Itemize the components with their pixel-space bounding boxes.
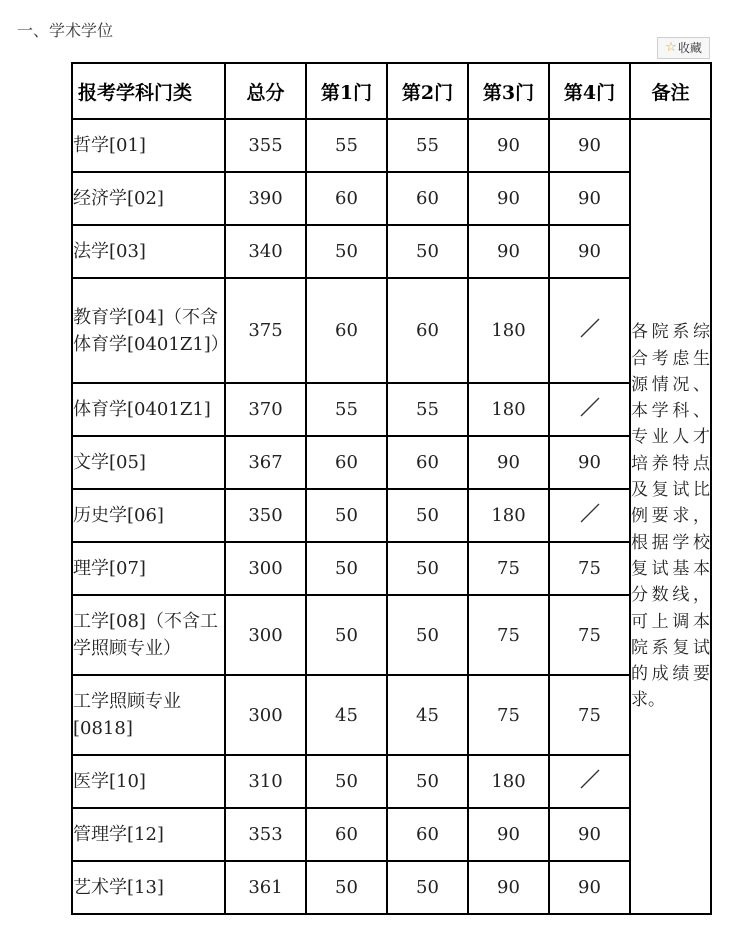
course-2-score-cell: 60 [387, 278, 468, 383]
course-1-score-cell: 50 [306, 225, 387, 278]
subject-cell: 文学[05] [72, 436, 225, 489]
course-1-score-cell: 60 [306, 278, 387, 383]
table-row [72, 119, 711, 172]
course-2-score-cell: 45 [387, 675, 468, 755]
course-1-score-cell: 50 [306, 755, 387, 808]
slash-mark [579, 502, 601, 529]
star-icon: ☆ [665, 40, 677, 55]
slash-mark [579, 396, 601, 423]
total-score-cell: 300 [225, 595, 306, 675]
course-2-score-cell: 50 [387, 489, 468, 542]
course-2-score-cell: 50 [387, 225, 468, 278]
not-applicable-cell [549, 278, 630, 383]
course-3-score-cell: 90 [468, 225, 549, 278]
header-course-3: 第3门 [468, 63, 549, 119]
course-4-score-cell: 75 [549, 675, 630, 755]
favorite-button[interactable] [657, 37, 710, 59]
course-1-score-cell: 60 [306, 172, 387, 225]
course-2-score-cell: 60 [387, 808, 468, 861]
course-3-score-cell: 180 [468, 278, 549, 383]
course-1-score-cell: 50 [306, 595, 387, 675]
course-1-score-cell: 45 [306, 675, 387, 755]
total-score-cell: 367 [225, 436, 306, 489]
subject-cell: 体育学[0401Z1] [72, 383, 225, 436]
table-row [72, 755, 711, 808]
table-row [72, 595, 711, 675]
course-4-score-cell: 90 [549, 119, 630, 172]
table-header-row [72, 63, 711, 119]
course-1-score-cell: 55 [306, 383, 387, 436]
total-score-cell: 361 [225, 861, 306, 914]
total-score-cell: 300 [225, 675, 306, 755]
total-score-cell: 375 [225, 278, 306, 383]
remark-cell: 各院系综合考虑生源情况、本学科、专业人才培养特点及复试比例要求，根据学校复试基本分数线，可上调本院系复试的成绩要求。 [630, 119, 711, 914]
course-1-score-cell: 60 [306, 808, 387, 861]
table-row [72, 225, 711, 278]
not-applicable-cell [549, 755, 630, 808]
course-3-score-cell: 180 [468, 383, 549, 436]
header-course-1: 第1门 [306, 63, 387, 119]
total-score-cell: 353 [225, 808, 306, 861]
course-2-score-cell: 60 [387, 172, 468, 225]
subject-cell: 哲学[01] [72, 119, 225, 172]
subject-cell: 医学[10] [72, 755, 225, 808]
total-score-cell: 370 [225, 383, 306, 436]
table-row [72, 436, 711, 489]
section-title: 一、学术学位 [17, 21, 114, 40]
header-remark: 备注 [630, 63, 711, 119]
course-2-score-cell: 50 [387, 542, 468, 595]
course-3-score-cell: 75 [468, 595, 549, 675]
subject-cell: 工学[08]（不含工学照顾专业） [72, 595, 225, 675]
course-4-score-cell: 90 [549, 861, 630, 914]
course-3-score-cell: 90 [468, 119, 549, 172]
course-1-score-cell: 50 [306, 861, 387, 914]
table-row [72, 489, 711, 542]
subject-cell: 艺术学[13] [72, 861, 225, 914]
course-3-score-cell: 90 [468, 808, 549, 861]
header-total: 总分 [225, 63, 306, 119]
score-table [71, 62, 712, 915]
course-2-score-cell: 60 [387, 436, 468, 489]
favorite-label: 收藏 [677, 41, 702, 55]
subject-cell: 管理学[12] [72, 808, 225, 861]
subject-cell: 理学[07] [72, 542, 225, 595]
course-3-score-cell: 75 [468, 542, 549, 595]
total-score-cell: 350 [225, 489, 306, 542]
not-applicable-cell [549, 383, 630, 436]
subject-cell: 教育学[04]（不含体育学[0401Z1]） [72, 278, 225, 383]
course-3-score-cell: 75 [468, 675, 549, 755]
course-3-score-cell: 90 [468, 861, 549, 914]
table-row [72, 383, 711, 436]
course-2-score-cell: 50 [387, 595, 468, 675]
header-subject: 报考学科门类 [72, 63, 225, 119]
subject-cell: 法学[03] [72, 225, 225, 278]
course-4-score-cell: 75 [549, 595, 630, 675]
course-1-score-cell: 60 [306, 436, 387, 489]
course-3-score-cell: 90 [468, 172, 549, 225]
course-2-score-cell: 50 [387, 755, 468, 808]
course-2-score-cell: 50 [387, 861, 468, 914]
course-4-score-cell: 90 [549, 808, 630, 861]
slash-mark [579, 768, 601, 795]
course-4-score-cell: 90 [549, 225, 630, 278]
table-row [72, 808, 711, 861]
course-4-score-cell: 90 [549, 436, 630, 489]
subject-cell: 工学照顾专业[0818] [72, 675, 225, 755]
course-3-score-cell: 90 [468, 436, 549, 489]
total-score-cell: 355 [225, 119, 306, 172]
total-score-cell: 310 [225, 755, 306, 808]
course-1-score-cell: 55 [306, 119, 387, 172]
course-2-score-cell: 55 [387, 383, 468, 436]
total-score-cell: 390 [225, 172, 306, 225]
header-course-4: 第4门 [549, 63, 630, 119]
course-1-score-cell: 50 [306, 542, 387, 595]
table-row [72, 172, 711, 225]
course-4-score-cell: 75 [549, 542, 630, 595]
course-2-score-cell: 55 [387, 119, 468, 172]
table-row [72, 675, 711, 755]
total-score-cell: 340 [225, 225, 306, 278]
slash-mark [579, 317, 601, 344]
table-row [72, 278, 711, 383]
course-1-score-cell: 50 [306, 489, 387, 542]
not-applicable-cell [549, 489, 630, 542]
subject-cell: 历史学[06] [72, 489, 225, 542]
subject-cell: 经济学[02] [72, 172, 225, 225]
header-course-2: 第2门 [387, 63, 468, 119]
course-4-score-cell: 90 [549, 172, 630, 225]
table-row [72, 861, 711, 914]
table-row [72, 542, 711, 595]
course-3-score-cell: 180 [468, 755, 549, 808]
course-3-score-cell: 180 [468, 489, 549, 542]
total-score-cell: 300 [225, 542, 306, 595]
